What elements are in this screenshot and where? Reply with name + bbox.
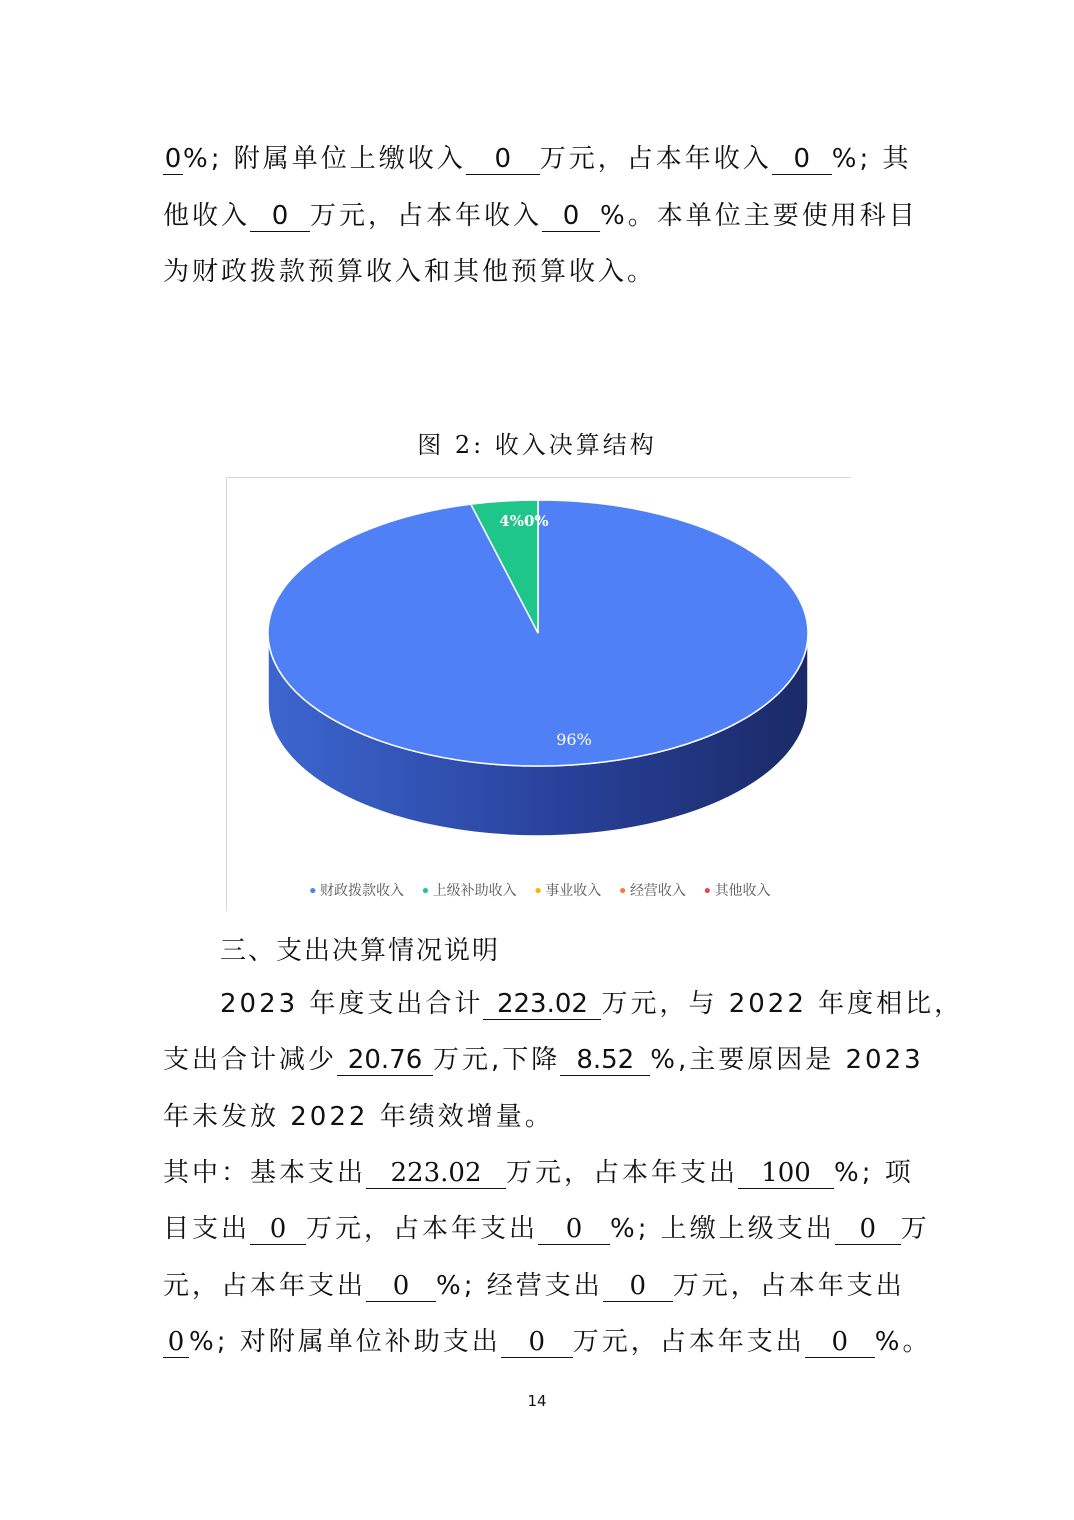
value-blank: 0	[366, 1271, 436, 1302]
value-blank: 0	[805, 1327, 875, 1358]
legend-label: 事业收入	[545, 883, 602, 899]
value-blank: 223.02	[366, 1158, 506, 1189]
legend-dot-icon: •	[532, 880, 544, 902]
value-blank: 0	[835, 1214, 901, 1245]
value-blank: 223.02	[483, 989, 601, 1020]
legend-dot-icon: •	[617, 880, 628, 902]
legend-label: 其他收入	[714, 883, 771, 899]
legend-item-2	[420, 880, 517, 902]
legend-dot-icon: •	[701, 880, 713, 902]
value-blank: 100	[738, 1158, 834, 1189]
value-blank: 0	[542, 201, 600, 232]
value-blank: 0	[603, 1271, 673, 1302]
pie-chart-svg	[227, 478, 851, 878]
income-paragraph-line-2: 他收入 0 万元，占本年收入 0 %。本单位主要使用科目	[163, 201, 918, 231]
section-heading-expenditure: 三、支出决算情况说明	[220, 936, 501, 966]
expenditure-line-5: 目支出 0 万元，占本年支出 0 %; 上缴上级支出 0 万	[163, 1214, 930, 1244]
value-blank: 0	[466, 144, 540, 175]
income-structure-chart	[226, 477, 851, 911]
income-paragraph-line-1: 0%; 附属单位上缴收入 0 万元，占本年收入 0 %; 其	[164, 144, 912, 174]
expenditure-line-7: 0 %; 对附属单位补助支出 0 万元，占本年支出 0 %。	[163, 1325, 913, 1359]
chart-legend	[227, 880, 851, 902]
value-blank: 0	[250, 1214, 306, 1245]
legend-label: 上级补助收入	[432, 883, 517, 899]
value-blank: 8.52	[560, 1045, 650, 1076]
legend-label: 财政拨款收入	[320, 883, 405, 899]
legend-dot-icon: •	[420, 880, 431, 902]
value-blank: 0	[538, 1214, 610, 1245]
value-blank: 0	[163, 1327, 189, 1358]
legend-item-3	[533, 880, 602, 902]
data-label-small: 4%0%	[499, 512, 549, 530]
value-blank: 20.76	[337, 1045, 433, 1076]
legend-dot-icon: •	[307, 880, 319, 902]
expenditure-line-4: 其中：基本支出 223.02 万元，占本年支出 100 %; 项	[163, 1158, 914, 1188]
value-blank: 0	[772, 144, 832, 175]
income-paragraph-line-3: 为财政拨款预算收入和其他预算收入。	[163, 257, 657, 287]
legend-item-1	[307, 880, 404, 902]
expenditure-line-3: 年未发放 2022 年绩效增量。	[163, 1102, 554, 1132]
expenditure-line-1: 2023 年度支出合计 223.02 万元，与 2022 年度相比，	[220, 989, 964, 1019]
expenditure-line-2: 支出合计减少 20.76 万元,下降 8.52 %,主要原因是 2023	[163, 1045, 924, 1075]
legend-item-4	[617, 880, 686, 902]
value-blank: 0	[501, 1327, 573, 1358]
expenditure-line-6: 元，占本年支出 0 %; 经营支出 0 万元，占本年支出	[163, 1271, 905, 1301]
value-blank: 0	[250, 201, 310, 232]
value-blank: 0	[164, 144, 182, 174]
page-number: 14	[527, 1392, 547, 1410]
legend-item-5	[702, 880, 771, 902]
data-label-main: 96%	[556, 730, 592, 749]
figure-caption: 图 2: 收入决算结构	[417, 431, 657, 459]
legend-label: 经营收入	[629, 883, 686, 899]
